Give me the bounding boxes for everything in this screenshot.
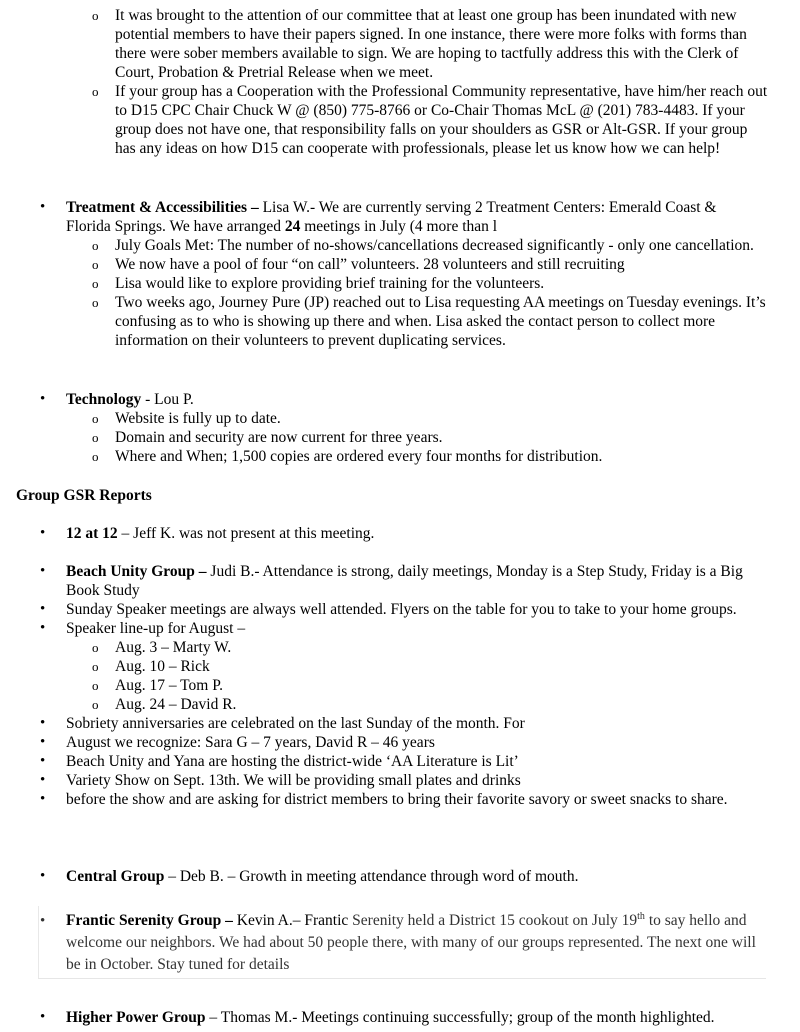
beach-unity-section <box>0 562 800 809</box>
list-item: o We now have a pool of four “on call” volunteers. 28 volunteers and still recruiting <box>0 255 800 274</box>
list-item <box>0 524 800 543</box>
list-item <box>0 198 800 236</box>
list-item <box>0 910 800 976</box>
list-item: o It was brought to the attention of our committee that at least one group has been inundated with new potential members to have their papers signed. In one instance, there were more folks with forms than there were sober members available to sign. We are hoping to tactfully address this with the Clerk of Court, Probation & Pretrial Release when we meet. <box>0 6 800 82</box>
section-title: Frantic Serenity Group – <box>66 912 233 929</box>
body-text: Lisa W.- We are currently serving 2 Treatment Centers: Emerald Coast & Florida Springs. We have arranged <box>66 199 717 235</box>
list-item: • Speaker line-up for August – <box>0 619 800 638</box>
list-item: o Where and When; 1,500 copies are ordered every four months for distribution. <box>0 447 800 466</box>
twelve-section <box>0 524 800 543</box>
treatment-section <box>0 198 800 350</box>
bold-count: 24 <box>284 218 301 235</box>
body-text: Serenity held a District 15 cookout on July 19 <box>352 912 638 929</box>
speaker-item: o Aug. 10 – Rick <box>0 657 800 676</box>
frantic-section <box>0 910 800 976</box>
central-section <box>0 867 800 886</box>
body-text: Kevin A.– Frantic <box>232 912 353 929</box>
speaker-item: o Aug. 17 – Tom P. <box>0 676 800 695</box>
list-item: • Sobriety anniversaries are celebrated on the last Sunday of the month. For <box>0 714 800 733</box>
list-item: • August we recognize: Sara G – 7 years, David R – 46 years <box>0 733 800 752</box>
body-text: to say hello and welcome our neighbors. We had about 50 people there, with many of our groups represented. The next one will be in October. Stay tuned for details <box>66 912 756 973</box>
list-item: o Website is fully up to date. <box>0 409 800 428</box>
technology-section <box>0 390 800 466</box>
section-title: Higher Power Group <box>66 1009 206 1026</box>
section-title: Treatment & Accessibilities – <box>66 199 259 216</box>
list-item: • Sunday Speaker meetings are always well attended. Flyers on the table for you to take to your home groups. <box>0 600 800 619</box>
section-title: 12 at 12 <box>66 525 118 542</box>
speaker-item: o Aug. 24 – David R. <box>0 695 800 714</box>
list-item: o Two weeks ago, Journey Pure (JP) reached out to Lisa requesting AA meetings on Tuesday evenings. It’s confusing as to who is showing up there and when. Lisa asked the contact person to collect more information on their volunteers to prevent duplicating services. <box>0 293 800 350</box>
body-text: – Deb B. – Growth in meeting attendance through word of mouth. <box>164 868 579 885</box>
list-item: • Variety Show on Sept. 13th. We will be providing small plates and drinks <box>0 771 800 790</box>
gsr-heading: Group GSR Reports <box>16 487 152 504</box>
speaker-item: o Aug. 3 – Marty W. <box>0 638 800 657</box>
list-item: • before the show and are asking for district members to bring their favorite savory or sweet snacks to share. <box>0 790 800 809</box>
list-item <box>0 390 800 409</box>
list-item: o July Goals Met: The number of no-shows/cancellations decreased significantly - only one cancellation. <box>0 236 800 255</box>
list-item: • Beach Unity and Yana are hosting the district-wide ‘AA Literature is Lit’ <box>0 752 800 771</box>
list-item: o If your group has a Cooperation with the Professional Community representative, have him/her reach out to D15 CPC Chair Chuck W @ (850) 775-8766 or Co-Chair Thomas McL @ (201) 783-4483. If your group does not have one, that responsibility falls on your shoulders as GSR or Alt-GSR. If your group has any ideas on how D15 can cooperate with professionals, please let us know how we can help! <box>0 82 800 158</box>
section-title: Central Group <box>66 868 165 885</box>
list-item: o Domain and security are now current for three years. <box>0 428 800 447</box>
superscript: th <box>637 910 645 922</box>
section-title: Technology <box>66 391 142 408</box>
list-item: o Lisa would like to explore providing brief training for the volunteers. <box>0 274 800 293</box>
body-text: meetings in July (4 more than l <box>300 218 498 235</box>
higher-power-section <box>0 1008 800 1027</box>
body-text: - Lou P. <box>141 391 194 408</box>
body-text: – Jeff K. was not present at this meeting. <box>117 525 375 542</box>
list-item <box>0 867 800 886</box>
body-text: – Thomas M.- Meetings continuing successfully; group of the month highlighted. <box>205 1009 715 1026</box>
cpc-subitems <box>0 6 800 158</box>
body-text: Judi B.- Attendance is strong, daily meetings, Monday is a Step Study, Friday is a Big Book Study <box>66 563 743 599</box>
section-title: Beach Unity Group – <box>66 563 207 580</box>
list-item <box>0 562 800 600</box>
list-item <box>0 1008 800 1027</box>
